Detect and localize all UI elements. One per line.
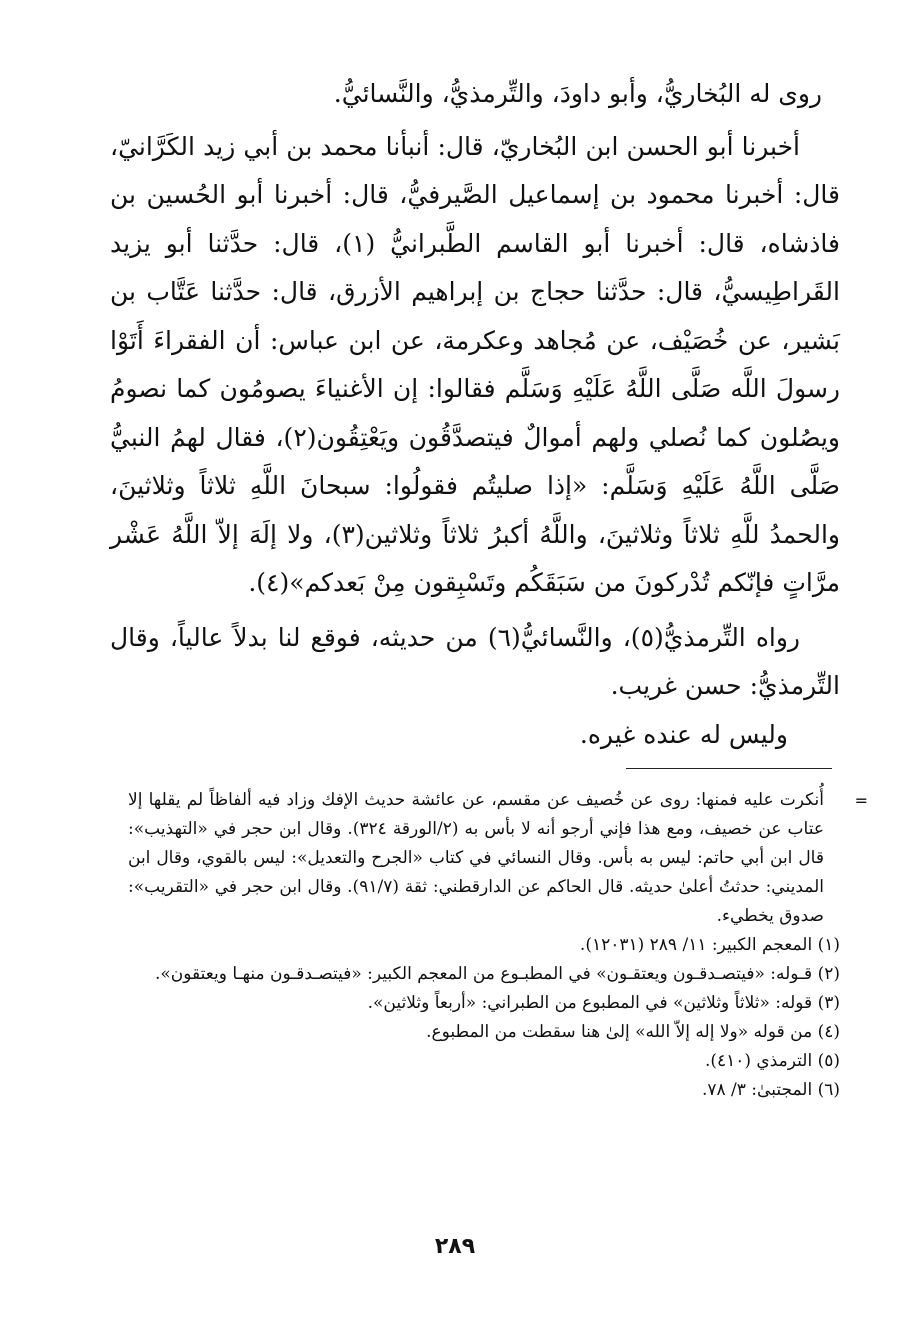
footnote-5: (٥) الترمذي (٤١٠). xyxy=(704,1051,840,1071)
riwaya-paragraph: رواه التِّرمذيُّ(٥)، والنَّسائيُّ(٦) من حديثه، فوقع لنا بدلاً عالياً، وقال التِّرمذيُّ: حسن غريب. xyxy=(110,622,840,700)
footnote-6: (٦) المجتبىٰ: ٣/ ٧٨. xyxy=(701,1080,840,1100)
footnote-continuation-text: أُنكرت عليه فمنها: روى عن خُصيف عن مقسم، عن عائشة حديث الإفك وزاد فيه ألفاظاً لم يقلها إلا عتاب عن خصيف، ومع هذا فإني أرجو أنه لا بأس به (٢/الورقة ٣٢٤). وقال ابن حجر في «التهذيب»: قال ابن أبي حاتم: ليس به بأس. وقال النسائي في كتاب «الجرح والتعديل»: ليس بالقوي، وقال ابن المديني: حدثتُ أعلىٰ حديثه. قال الحاكم عن الدارقطني: ثقة (٩١/٧). وقال ابن حجر في «التقريب»: صدوق يخطيء. xyxy=(128,790,824,926)
footnote-continuation xyxy=(128,786,868,931)
footnote-divider xyxy=(626,768,832,769)
footnote-1: (١) المعجم الكبير: ١١/ ٢٨٩ (١٢٠٣١). xyxy=(579,935,840,955)
main-text xyxy=(110,70,840,759)
footnotes xyxy=(128,786,868,1105)
footnote-2: (٢) قـوله: «فيتصـدقـون ويعتقـون» في المطبـوع من المعجم الكبير: «فيتصـدقـون منهـا ويعتقون». xyxy=(154,964,840,984)
footnote-4: (٤) من قوله «ولا إله إلاّ الله» إلىٰ هنا سقطت من المطبوع. xyxy=(426,1022,840,1042)
page-number: ٢٨٩ xyxy=(434,1234,476,1259)
hadith-paragraph: أخبرنا أبو الحسن ابن البُخاريّ، قال: أنبأنا محمد بن أبي زيد الكَرَّانيّ، قال: أخبرنا محمود بن إسماعيل الصَّيرفيُّ، قال: أخبرنا أبو الحُسين بن فاذشاه، قال: أخبرنا أبو القاسم الطَّبرانيُّ (١)، قال: حدَّثنا أبو يزيد القَراطِيسيُّ، قال: حدَّثنا حجاج بن إبراهيم الأزرق، قال: حدَّثنا عَتَّاب بن بَشير، عن خُصَيْف، عن مُجاهد وعكرمة، عن ابن عباس: أن الفقراءَ أَتَوْا رسولَ اللَّه صَلَّى اللَّهُ عَلَيْهِ وَسَلَّم فقالوا: إن الأغنياءَ يصومُون كما نصومُ ويصُلون كما نُصلي ولهم أموالٌ فيتصدَّقُون ويَعْتِقُون(٢)، فقال لهمُ النبيُّ صَلَّى اللَّهُ عَلَيْهِ وَسَلَّم: «إذا صليتُم فقولُوا: سبحانَ اللَّهِ ثلاثاً وثلاثينَ، والحمدُ للَّهِ ثلاثاً وثلاثينَ، واللَّهُ أكبرُ ثلاثاً وثلاثين(٣)، ولا إلَهَ إلاّ اللَّهُ عَشْر مرَّاتٍ فإنّكم تُدْركونَ من سَبَقَكُم وتَسْبِقون مِنْ بَعدكم»(٤). xyxy=(110,131,841,597)
continuation-marker: = xyxy=(854,791,868,810)
closing-paragraph: وليس له عنده غيره. xyxy=(579,719,788,749)
intro-paragraph: روى له البُخاريُّ، وأبو داودَ، والتِّرمذيُّ، والنَّسائيُّ. xyxy=(333,79,822,108)
footnote-3: (٣) قوله: «ثلاثاً وثلاثين» في المطبوع من الطبراني: «أربعاً وثلاثين». xyxy=(367,993,840,1013)
